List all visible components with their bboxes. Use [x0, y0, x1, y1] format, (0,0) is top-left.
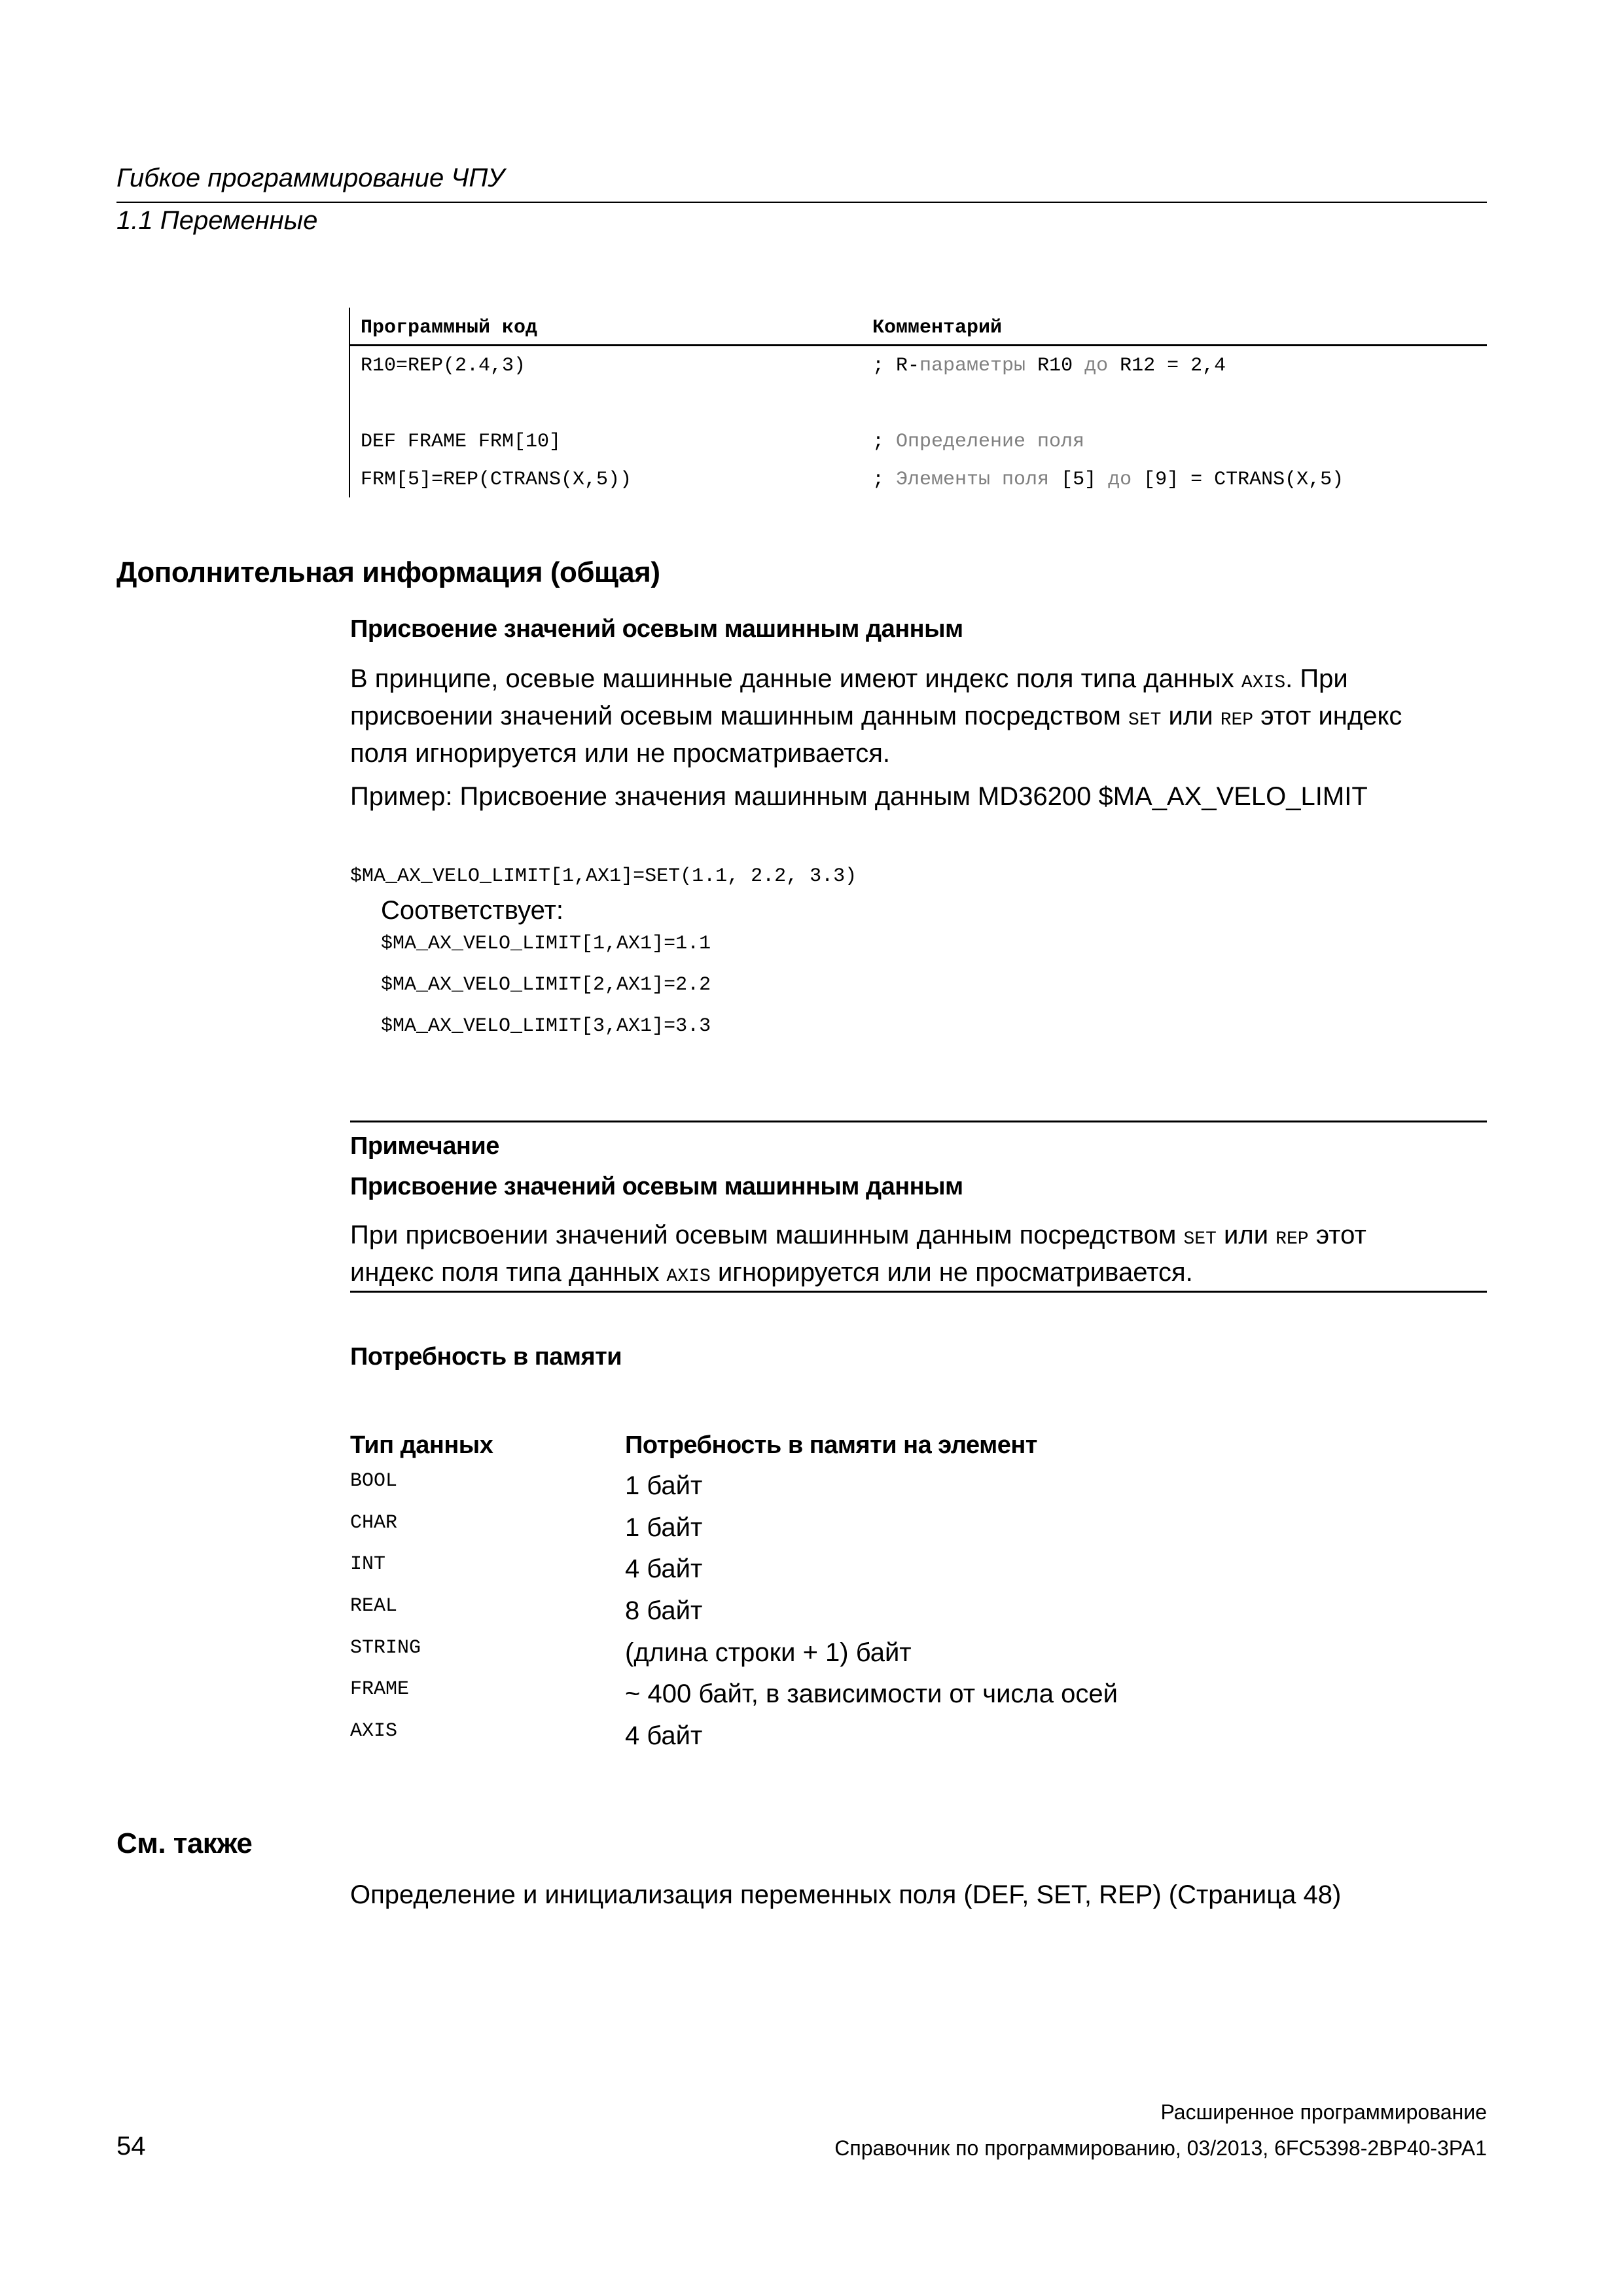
running-header-title: Гибкое программирование ЧПУ: [116, 164, 505, 192]
subheading-axis-md: Присвоение значений осевым машинным данным: [350, 615, 963, 643]
table-row-comment: ; Определение поля: [872, 431, 1085, 453]
see-also-heading: См. также: [116, 1827, 253, 1859]
memory-type: CHAR: [350, 1512, 398, 1534]
memory-type: FRAME: [350, 1678, 410, 1700]
table-row-code: R10=REP(2.4,3): [361, 355, 526, 377]
page-number: 54: [116, 2132, 146, 2161]
see-also-link[interactable]: Определение и инициализация переменных поля (DEF, SET, REP) (Страница 48): [350, 1880, 1342, 1909]
memory-size: ~ 400 байт, в зависимости от числа осей: [625, 1679, 1118, 1708]
section-heading-additional-info: Дополнительная информация (общая): [116, 556, 660, 588]
note-top-rule: [350, 1121, 1487, 1122]
table-left-border: [349, 308, 350, 497]
memory-size: 4 байт: [625, 1554, 703, 1583]
note-title: Присвоение значений осевым машинным данным: [350, 1173, 963, 1200]
code-equivalent: $MA_AX_VELO_LIMIT[1,AX1]=1.1: [381, 933, 711, 955]
memory-size: 4 байт: [625, 1721, 703, 1750]
table-row-comment: ; R-параметры R10 до R12 = 2,4: [872, 355, 1226, 377]
code-equivalent: $MA_AX_VELO_LIMIT[2,AX1]=2.2: [381, 974, 711, 996]
memory-size: 8 байт: [625, 1596, 703, 1625]
table-row-comment: ; Элементы поля [5] до [9] = CTRANS(X,5): [872, 469, 1344, 491]
code-example: $MA_AX_VELO_LIMIT[1,AX1]=SET(1.1, 2.2, 3.3): [350, 865, 857, 888]
footer-doc-info: Справочник по программированию, 03/2013, 6FC5398-2BP40-3PA1: [834, 2136, 1487, 2160]
memory-col-need: Потребность в памяти на элемент: [625, 1431, 1037, 1459]
note-bottom-rule: [350, 1291, 1487, 1293]
memory-size: 1 байт: [625, 1471, 703, 1500]
code-equivalent: $MA_AX_VELO_LIMIT[3,AX1]=3.3: [381, 1015, 711, 1037]
memory-type: REAL: [350, 1595, 398, 1617]
note-label: Примечание: [350, 1132, 499, 1160]
memory-col-type: Тип данных: [350, 1431, 493, 1459]
note-text: При присвоении значений осевым машинным данным посредством SET или REP этот индекс поля типа данных AXIS игнорируется или не просматривается.: [350, 1221, 1366, 1287]
memory-size: (длина строки + 1) байт: [625, 1638, 912, 1667]
table-header-code: Программный код: [361, 317, 538, 339]
table-row-code: FRM[5]=REP(CTRANS(X,5)): [361, 469, 632, 491]
memory-type: STRING: [350, 1637, 421, 1659]
table-header-rule: [349, 344, 1487, 346]
memory-type: INT: [350, 1553, 386, 1575]
header-rule: [116, 202, 1487, 203]
example-line: Пример: Присвоение значения машинным данным MD36200 $MA_AX_VELO_LIMIT: [350, 782, 1368, 811]
running-header-section: 1.1 Переменные: [116, 206, 318, 235]
table-row-code: DEF FRAME FRM[10]: [361, 431, 562, 453]
corresponds-label: Соответствует:: [381, 896, 564, 925]
paragraph-axis-index: В принципе, осевые машинные данные имеют индекс поля типа данных AXIS. При присвоении значений осевым машинным данным посредством SET или REP этот индекс поля игнорируется или не просматривается.: [350, 664, 1402, 768]
memory-type: BOOL: [350, 1470, 398, 1492]
memory-type: AXIS: [350, 1720, 398, 1742]
table-header-comment: Комментарий: [872, 317, 1003, 339]
code-table: [349, 308, 1487, 497]
footer-doc-title: Расширенное программирование: [1160, 2100, 1487, 2124]
memory-heading: Потребность в памяти: [350, 1343, 622, 1371]
memory-size: 1 байт: [625, 1513, 703, 1542]
